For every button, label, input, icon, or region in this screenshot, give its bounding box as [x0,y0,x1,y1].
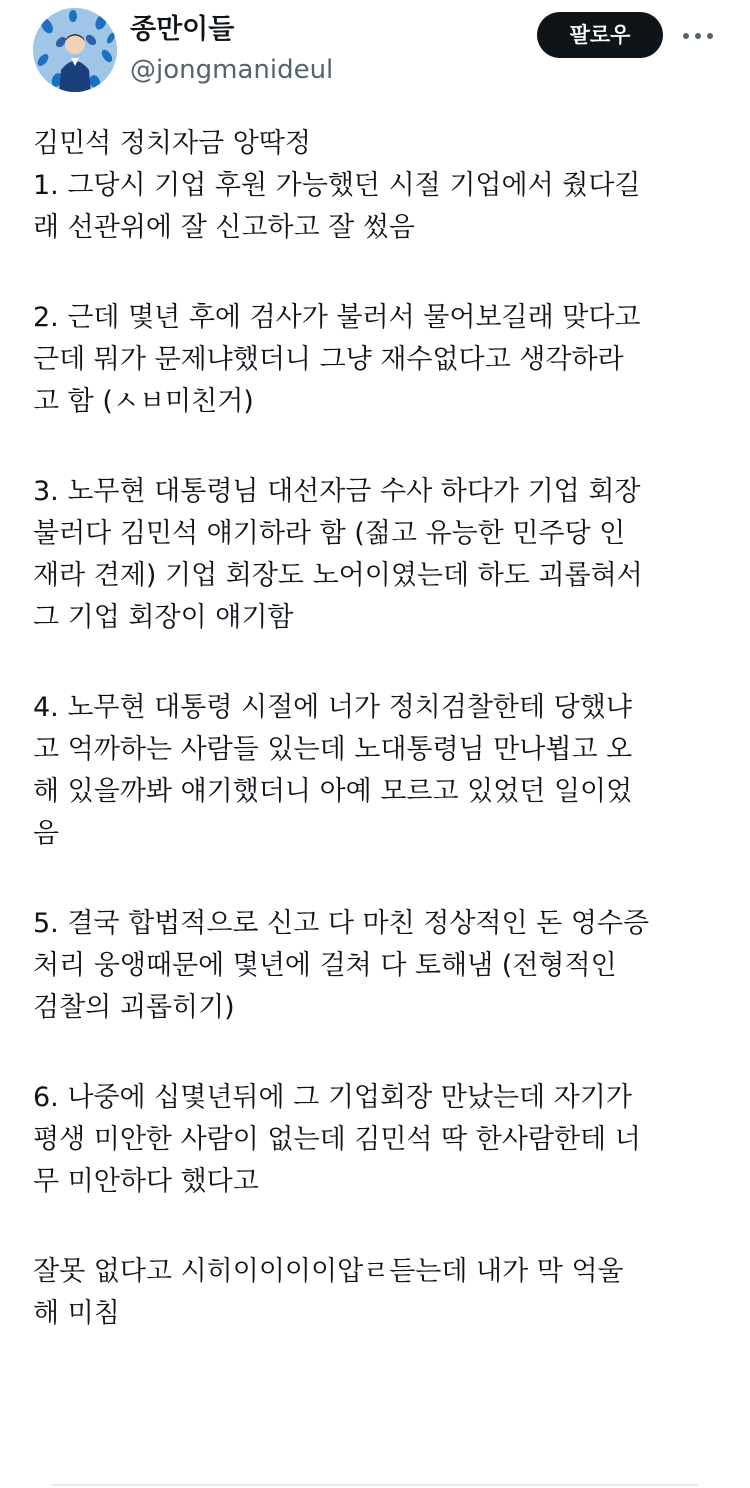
more-options-button[interactable] [676,20,720,52]
tweet-header [0,0,750,100]
paragraph-gap [33,1029,723,1077]
tweet-line: 고 억까하는 사람들 있는데 노대통령님 만나뵙고 오 [33,734,633,765]
paragraph-gap [33,249,723,297]
tweet-line: 2. 근데 몇년 후에 검사가 불러서 물어보길래 맞다고 [33,302,641,333]
tweet-line: 무 미안하다 했다고 [33,1166,259,1197]
divider [52,1484,698,1486]
follow-button[interactable]: 팔로우 [537,12,663,58]
tweet-paragraph [33,1251,723,1335]
tweet-paragraph [33,297,723,423]
tweet-paragraph [33,123,723,249]
tweet-line: 그 기업 회장이 얘기함 [33,602,294,633]
tweet-line: 해 미침 [33,1298,120,1329]
tweet-line: 1. 그당시 기업 후원 가능했던 시절 기업에서 줬다길 [33,170,641,201]
author-display-name[interactable]: 종만이들 [130,14,235,45]
tweet-paragraph [33,1077,723,1203]
tweet-line: 처리 웅앵때문에 몇년에 걸쳐 다 토해냄 (전형적인 [33,950,617,981]
profile-photo-icon [33,8,117,92]
author-avatar[interactable] [33,8,117,92]
tweet-line: 음 [33,818,60,849]
paragraph-gap [33,639,723,687]
tweet-paragraph [33,471,723,639]
tweet-line: 평생 미안한 사람이 없는데 김민석 딱 한사람한테 너 [33,1124,641,1155]
author-handle[interactable]: @jongmanideul [130,55,334,85]
tweet-text [33,123,723,1335]
tweet-line: 래 선관위에 잘 신고하고 잘 썼음 [33,212,415,243]
tweet-line: 3. 노무현 대통령님 대선자금 수사 하다가 기업 회장 [33,476,641,507]
tweet-line: 재라 견제) 기업 회장도 노어이였는데 하도 괴롭혀서 [33,560,643,591]
tweet-line: 6. 나중에 십몇년뒤에 그 기업회장 만났는데 자기가 [33,1082,632,1113]
paragraph-gap [33,855,723,903]
more-horizontal-icon [676,20,720,52]
tweet-line: 검찰의 괴롭히기) [33,992,235,1023]
tweet-line: 고 함 (ㅅㅂ미친거) [33,386,254,417]
tweet-line: 4. 노무현 대통령 시절에 너가 정치검찰한테 당했냐 [33,692,632,723]
tweet-line: 해 있을까봐 얘기했더니 아예 모르고 있었던 일이었 [33,776,633,807]
tweet-line: 5. 결국 합법적으로 신고 다 마친 정상적인 돈 영수증 [33,908,650,939]
tweet-line: 불러다 김민석 얘기하라 함 (젊고 유능한 민주당 인 [33,518,626,549]
tweet-line: 김민석 정치자금 앙딱정 [33,128,311,159]
tweet-paragraph [33,903,723,1029]
tweet-paragraph [33,687,723,855]
paragraph-gap [33,423,723,471]
tweet-line: 잘못 없다고 시히이이이이압ㄹ듣는데 내가 막 억울 [33,1256,624,1287]
paragraph-gap [33,1203,723,1251]
tweet-line: 근데 뭐가 문제냐했더니 그냥 재수없다고 생각하라 [33,344,624,375]
